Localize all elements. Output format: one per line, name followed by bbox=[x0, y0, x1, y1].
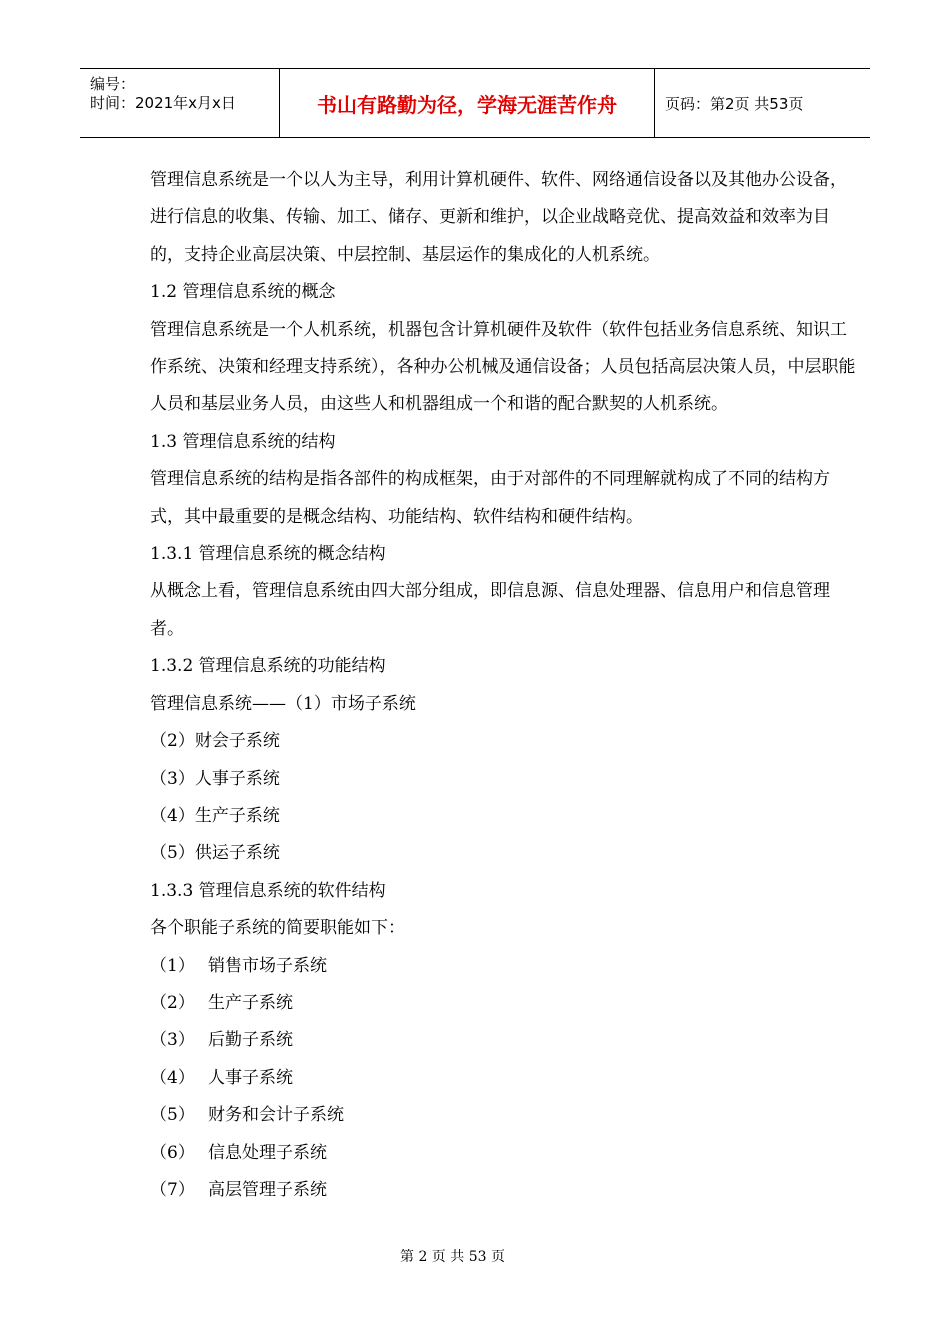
page-header bbox=[80, 68, 870, 138]
section-heading: 1.3.1 管理信息系统的概念结构 bbox=[150, 544, 386, 565]
header-meta bbox=[80, 69, 280, 137]
list-item: （1） 销售市场子系统 bbox=[150, 955, 327, 976]
list-item: （6） 信息处理子系统 bbox=[150, 1142, 327, 1163]
function-line: （3）人事子系统 bbox=[150, 768, 280, 789]
function-line: （4）生产子系统 bbox=[150, 805, 280, 826]
function-line: 管理信息系统——（1）市场子系统 bbox=[150, 693, 416, 714]
time-label: 时间：2021年x月x日 bbox=[90, 94, 236, 112]
section-heading: 1.3.2 管理信息系统的功能结构 bbox=[150, 656, 386, 677]
paragraph: 管理信息系统是一个人机系统，机器包含计算机硬件及软件（软件包括业务信息系统、知识工作系统、决策和经理支持系统），各种办公机械及通信设备；人员包括高层决策人员，中层职能人员和基层业务人员，由这些人和机器组成一个和谐的配合默契的人机系统。 bbox=[150, 319, 856, 415]
document-body bbox=[150, 162, 862, 1209]
paragraph: 各个职能子系统的简要职能如下： bbox=[150, 918, 405, 939]
number-label: 编号： bbox=[90, 75, 136, 93]
list-item: （3） 后勤子系统 bbox=[150, 1030, 293, 1051]
list-item: （5） 财务和会计子系统 bbox=[150, 1105, 344, 1126]
section-heading: 1.3 管理信息系统的结构 bbox=[150, 431, 336, 452]
section-heading: 1.3.3 管理信息系统的软件结构 bbox=[150, 880, 386, 901]
list-item: （4） 人事子系统 bbox=[150, 1067, 293, 1088]
paragraph: 管理信息系统是一个以人为主导，利用计算机硬件、软件、网络通信设备以及其他办公设备，进行信息的收集、传输、加工、储存、更新和维护，以企业战略竞优、提高效益和效率为目的，支持企业高层决策、中层控制、基层运作的集成化的人机系统。 bbox=[150, 170, 847, 265]
list-item: （2） 生产子系统 bbox=[150, 992, 293, 1013]
header-page-code: 页码：第2页 共53页 bbox=[665, 94, 804, 113]
function-line: （5）供运子系统 bbox=[150, 843, 280, 864]
paragraph: 从概念上看，管理信息系统由四大部分组成，即信息源、信息处理器、信息用户和信息管理者。 bbox=[150, 581, 830, 639]
header-motto: 书山有路勤为径，学海无涯苦作舟 bbox=[280, 69, 655, 137]
page-footer: 第 2 页 共 53 页 bbox=[400, 1249, 505, 1265]
section-heading: 1.2 管理信息系统的概念 bbox=[150, 282, 336, 303]
function-line: （2）财会子系统 bbox=[150, 731, 280, 752]
paragraph: 管理信息系统的结构是指各部件的构成框架，由于对部件的不同理解就构成了不同的结构方式，其中最重要的是概念结构、功能结构、软件结构和硬件结构。 bbox=[150, 469, 830, 527]
list-item: （7） 高层管理子系统 bbox=[150, 1179, 327, 1200]
